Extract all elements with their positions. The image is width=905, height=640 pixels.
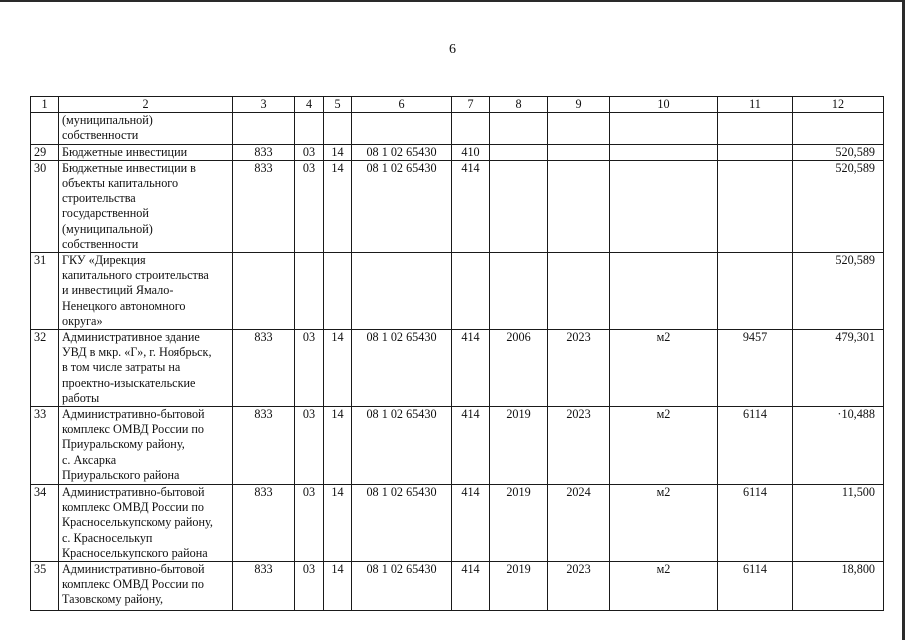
grbs-cell: 833 — [233, 160, 295, 252]
target-article-cell: 08 1 02 65430 — [352, 485, 452, 562]
target-article-cell: 08 1 02 65430 — [352, 144, 452, 160]
object-name-line: объекты капитального — [62, 176, 179, 191]
subsection-cell: 14 — [324, 330, 352, 407]
unit-cell — [610, 144, 718, 160]
section-cell: 03 — [295, 160, 324, 252]
section-cell: 03 — [295, 562, 324, 611]
subsection-cell: 14 — [324, 485, 352, 562]
grbs-cell: 833 — [233, 562, 295, 611]
table-row — [31, 562, 884, 611]
subsection-cell: 14 — [324, 562, 352, 611]
unit-cell — [610, 253, 718, 330]
section-cell — [295, 253, 324, 330]
column-header: 3 — [233, 97, 295, 113]
grbs-cell: 833 — [233, 485, 295, 562]
row-number-cell: 34 — [31, 485, 59, 562]
row-number-cell: 32 — [31, 330, 59, 407]
expense-type-cell: 410 — [452, 144, 490, 160]
amount-cell: 11,500 — [793, 485, 884, 562]
capacity-cell: 6114 — [718, 407, 793, 485]
end-year-cell: 2023 — [548, 562, 610, 611]
end-year-cell: 2024 — [548, 485, 610, 562]
unit-cell — [610, 160, 718, 252]
object-name-line: округа» — [62, 313, 103, 328]
expense-type-cell — [452, 113, 490, 144]
object-name-line: (муниципальной) — [62, 113, 153, 128]
section-cell — [295, 113, 324, 144]
capacity-cell: 6114 — [718, 485, 793, 562]
object-name-line: в том числе затраты на — [62, 360, 181, 375]
amount-cell: 520,589 — [793, 160, 884, 252]
column-header: 9 — [548, 97, 610, 113]
object-name-line: строительства — [62, 191, 136, 206]
object-name-line: Красноселькупскому району, — [62, 515, 213, 530]
object-name-line: (муниципальной) — [62, 221, 153, 236]
row-number-cell: 33 — [31, 407, 59, 485]
capacity-cell — [718, 160, 793, 252]
object-name-line: комплекс ОМВД России по — [62, 577, 205, 592]
end-year-cell — [548, 113, 610, 144]
table-row — [31, 160, 884, 252]
start-year-cell: 2006 — [490, 330, 548, 407]
header-row — [31, 97, 884, 113]
expense-type-cell: 414 — [452, 485, 490, 562]
end-year-cell — [548, 160, 610, 252]
column-header: 12 — [793, 97, 884, 113]
section-cell: 03 — [295, 330, 324, 407]
object-name-cell — [59, 144, 233, 160]
object-name-line: Тазовскому району, — [62, 592, 164, 607]
grbs-cell — [233, 253, 295, 330]
object-name-cell — [59, 160, 233, 252]
column-header: 2 — [59, 97, 233, 113]
object-name-line: комплекс ОМВД России по — [62, 500, 205, 515]
scan-edge-top — [0, 0, 905, 2]
object-name-line: с. Аксарка — [62, 452, 117, 467]
expense-type-cell: 414 — [452, 562, 490, 611]
object-name-cell — [59, 253, 233, 330]
column-header: 8 — [490, 97, 548, 113]
row-number-cell: 35 — [31, 562, 59, 611]
grbs-cell: 833 — [233, 144, 295, 160]
object-name-cell — [59, 562, 233, 611]
row-number-cell: 30 — [31, 160, 59, 252]
end-year-cell: 2023 — [548, 330, 610, 407]
target-article-cell: 08 1 02 65430 — [352, 407, 452, 485]
unit-cell — [610, 113, 718, 144]
object-name-cell — [59, 407, 233, 485]
object-name-line: с. Красноселькуп — [62, 530, 153, 545]
amount-cell: 520,589 — [793, 144, 884, 160]
capacity-cell — [718, 113, 793, 144]
end-year-cell — [548, 253, 610, 330]
object-name-line: собственности — [62, 128, 139, 143]
target-article-cell: 08 1 02 65430 — [352, 562, 452, 611]
page-number: 6 — [449, 42, 456, 57]
expense-type-cell: 414 — [452, 160, 490, 252]
unit-cell: м2 — [610, 407, 718, 485]
subsection-cell: 14 — [324, 407, 352, 485]
object-name-line: УВД в мкр. «Г», г. Ноябрьск, — [62, 345, 212, 360]
grbs-cell — [233, 113, 295, 144]
row-number-cell: 29 — [31, 144, 59, 160]
target-article-cell: 08 1 02 65430 — [352, 160, 452, 252]
expense-type-cell — [452, 253, 490, 330]
section-cell: 03 — [295, 407, 324, 485]
object-name-cell — [59, 485, 233, 562]
expense-type-cell: 414 — [452, 407, 490, 485]
object-name-line: Приуральскому району, — [62, 437, 185, 452]
start-year-cell — [490, 160, 548, 252]
capacity-cell: 6114 — [718, 562, 793, 611]
amount-cell — [793, 113, 884, 144]
table-body — [31, 113, 884, 611]
object-name-line: и инвестиций Ямало- — [62, 283, 174, 298]
object-name-line: капитального строительства — [62, 268, 209, 283]
unit-cell: м2 — [610, 562, 718, 611]
column-header: 5 — [324, 97, 352, 113]
subsection-cell — [324, 253, 352, 330]
object-name-line: комплекс ОМВД России по — [62, 422, 205, 437]
capacity-cell: 9457 — [718, 330, 793, 407]
table-row — [31, 253, 884, 330]
target-article-cell: 08 1 02 65430 — [352, 330, 452, 407]
object-name-line: государственной — [62, 206, 149, 221]
grbs-cell: 833 — [233, 330, 295, 407]
amount-cell: 18,800 — [793, 562, 884, 611]
unit-cell: м2 — [610, 485, 718, 562]
table-row — [31, 485, 884, 562]
start-year-cell — [490, 113, 548, 144]
budget-table — [30, 96, 884, 611]
row-number-cell: 31 — [31, 253, 59, 330]
start-year-cell — [490, 253, 548, 330]
object-name-line: Административно-бытовой — [62, 562, 205, 577]
object-name-line: проектно-изыскательские — [62, 375, 196, 390]
end-year-cell: 2023 — [548, 407, 610, 485]
section-cell: 03 — [295, 485, 324, 562]
column-header: 7 — [452, 97, 490, 113]
object-name-line: работы — [62, 390, 100, 405]
object-name-line: собственности — [62, 236, 139, 251]
subsection-cell: 14 — [324, 144, 352, 160]
table-row — [31, 330, 884, 407]
table-row — [31, 407, 884, 485]
object-name-cell — [59, 330, 233, 407]
expense-type-cell: 414 — [452, 330, 490, 407]
start-year-cell — [490, 144, 548, 160]
object-name-line: Бюджетные инвестиции в — [62, 160, 196, 175]
unit-cell: м2 — [610, 330, 718, 407]
object-name-line: ГКУ «Дирекция — [62, 253, 146, 268]
section-cell: 03 — [295, 144, 324, 160]
object-name-line: Административно-бытовой — [62, 485, 205, 500]
amount-cell: ·10,488 — [793, 407, 884, 485]
object-name-cell — [59, 113, 233, 144]
object-name-line: Административное здание — [62, 330, 200, 345]
object-name-line: Красноселькупского района — [62, 545, 208, 560]
amount-cell: 479,301 — [793, 330, 884, 407]
target-article-cell — [352, 253, 452, 330]
object-name-line: Приуральского района — [62, 467, 180, 482]
object-name-line: Бюджетные инвестиции — [62, 144, 188, 159]
start-year-cell: 2019 — [490, 485, 548, 562]
amount-cell: 520,589 — [793, 253, 884, 330]
table-row — [31, 144, 884, 160]
subsection-cell — [324, 113, 352, 144]
column-header: 1 — [31, 97, 59, 113]
table-row — [31, 113, 884, 144]
object-name-line: Ненецкого автономного — [62, 298, 186, 313]
column-header: 10 — [610, 97, 718, 113]
end-year-cell — [548, 144, 610, 160]
target-article-cell — [352, 113, 452, 144]
column-header: 11 — [718, 97, 793, 113]
start-year-cell: 2019 — [490, 562, 548, 611]
column-header: 6 — [352, 97, 452, 113]
capacity-cell — [718, 144, 793, 160]
grbs-cell: 833 — [233, 407, 295, 485]
column-header: 4 — [295, 97, 324, 113]
start-year-cell: 2019 — [490, 407, 548, 485]
object-name-line: Административно-бытовой — [62, 407, 205, 422]
capacity-cell — [718, 253, 793, 330]
row-number-cell — [31, 113, 59, 144]
subsection-cell: 14 — [324, 160, 352, 252]
